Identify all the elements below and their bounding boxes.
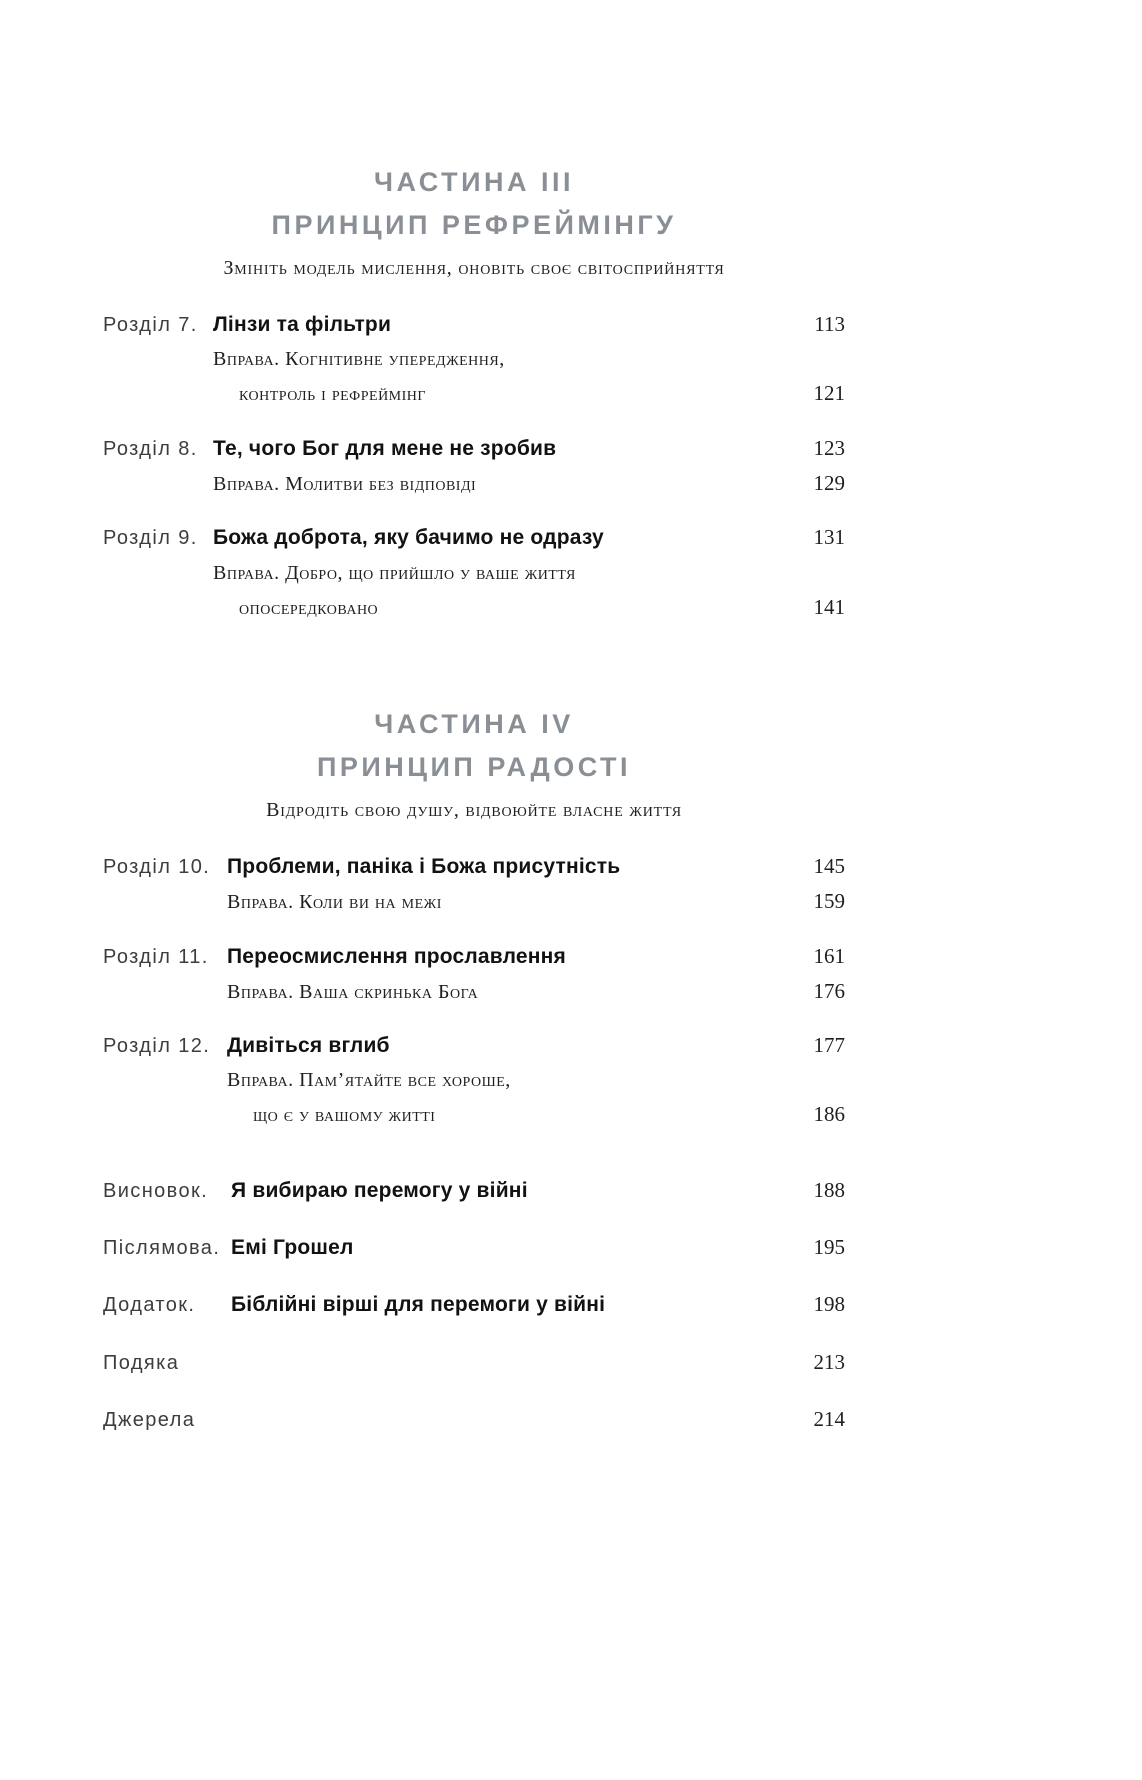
section-part-4 (103, 709, 845, 1129)
toc-page (103, 0, 845, 1433)
chapter-title: Лінзи та фільтри (213, 313, 392, 337)
back-matter-label: Подяка (103, 1351, 180, 1374)
exercise-line: Вправа. Молитви без відповіді (213, 472, 477, 495)
back-matter-page-number: 214 (813, 1406, 845, 1431)
chapter-label: Розділ 10. (103, 855, 211, 878)
exercise-row (227, 888, 845, 915)
back-matter (103, 1177, 845, 1433)
back-matter-title: Емі Грошел (231, 1236, 354, 1260)
chapter-title: Проблеми, паніка і Божа присутність (227, 854, 621, 878)
back-matter-row-acknowledgements (103, 1349, 845, 1376)
back-matter-label: Висновок. (103, 1179, 209, 1202)
toc-entry-chapter-9 (103, 524, 845, 621)
exercise-line: Вправа. Ваша скринька Бога (227, 980, 479, 1003)
chapter-row (103, 435, 845, 462)
chapter-page-number: 161 (813, 943, 845, 968)
chapter-page-number: 177 (813, 1033, 845, 1058)
back-matter-title: Я вибираю перемогу у війні (231, 1178, 528, 1202)
chapter-label: Розділ 8. (103, 437, 198, 460)
exercise-page-number: 121 (813, 381, 845, 406)
chapter-row (103, 853, 845, 880)
toc-entry-chapter-10 (103, 853, 845, 916)
toc-entry-chapter-7 (103, 311, 845, 408)
exercise-page-number: 129 (813, 470, 845, 495)
back-matter-row-appendix (103, 1291, 845, 1318)
chapter-page-number: 145 (813, 853, 845, 878)
exercise-row (213, 560, 845, 586)
exercise-line: опосередковано (239, 596, 379, 619)
back-matter-title: Біблійні вірші для перемоги у війні (231, 1293, 606, 1317)
chapter-label: Розділ 9. (103, 527, 198, 550)
chapter-row (103, 311, 845, 338)
exercise-row (213, 470, 845, 497)
toc-entry-chapter-8 (103, 435, 845, 498)
exercise-row (213, 346, 845, 372)
exercise-row-continuation (213, 380, 845, 407)
back-matter-page-number: 198 (813, 1292, 845, 1317)
exercise-line: Вправа. Добро, що прийшло у ваше життя (213, 561, 576, 584)
exercise-line: Вправа. Пам’ятайте все хороше, (227, 1069, 511, 1092)
exercise-line: контроль і рефреймінг (239, 383, 426, 406)
chapter-page-number: 113 (814, 312, 845, 337)
part-4-title: ПРИНЦИП РАДОСТІ (316, 751, 632, 782)
chapter-label: Розділ 7. (103, 314, 198, 337)
chapter-title: Те, чого Бог для мене не зробив (213, 436, 557, 460)
back-matter-label: Післямова. (103, 1237, 221, 1260)
back-matter-page-number: 188 (813, 1177, 845, 1202)
back-matter-row-conclusion (103, 1177, 845, 1204)
exercise-page-number: 159 (813, 889, 845, 914)
exercise-line: Вправа. Когнітивне упередження, (213, 348, 505, 371)
chapter-label: Розділ 11. (103, 945, 209, 968)
chapter-title: Переосмислення прославлення (227, 944, 566, 968)
chapter-title: Божа доброта, яку бачимо не одразу (213, 526, 604, 550)
chapter-page-number: 131 (813, 525, 845, 550)
section-part-3 (103, 167, 845, 621)
exercise-row (227, 1067, 845, 1093)
exercise-row (227, 978, 845, 1005)
chapter-row (103, 524, 845, 551)
back-matter-label: Джерела (103, 1408, 196, 1431)
exercise-page-number: 186 (813, 1102, 845, 1127)
part-4-subtitle: Відродіть свою душу, відвоюйте власне життя (266, 798, 682, 821)
exercise-page-number: 176 (813, 978, 845, 1003)
back-matter-page-number: 195 (813, 1235, 845, 1260)
exercise-row-continuation (213, 594, 845, 621)
part-3-title: ПРИНЦИП РЕФРЕЙМІНГУ (271, 210, 677, 241)
part-4-label: ЧАСТИНА IV (374, 708, 574, 739)
exercise-page-number: 141 (813, 594, 845, 619)
part-3-label: ЧАСТИНА III (373, 167, 575, 197)
back-matter-row-afterword (103, 1234, 845, 1261)
exercise-line: що є у вашому житті (253, 1104, 436, 1127)
back-matter-label: Додаток. (103, 1294, 196, 1317)
toc-entry-chapter-11 (103, 943, 845, 1006)
back-matter-row-sources (103, 1406, 845, 1433)
chapter-page-number: 123 (813, 435, 845, 460)
chapter-row (103, 943, 845, 970)
chapter-row (103, 1032, 845, 1059)
back-matter-page-number: 213 (813, 1349, 845, 1374)
chapter-label: Розділ 12. (103, 1035, 211, 1058)
chapter-title: Дивіться вглиб (227, 1034, 390, 1058)
toc-entry-chapter-12 (103, 1032, 845, 1129)
exercise-row-continuation (227, 1101, 845, 1128)
part-3-subtitle: Змініть модель мислення, оновіть своє світосприйняття (223, 257, 725, 280)
exercise-line: Вправа. Коли ви на межі (227, 891, 442, 914)
